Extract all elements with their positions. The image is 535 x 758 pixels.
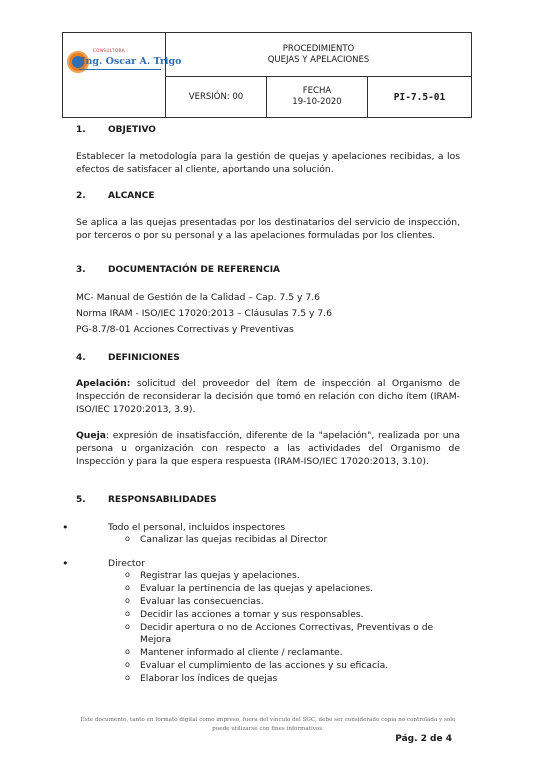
document-header — [62, 32, 472, 118]
document-code: PI-7.5-01 — [368, 77, 472, 118]
logo-small-text: CONSULTORA — [93, 48, 126, 53]
section-heading-documentacion: 3. DOCUMENTACIÓN DE REFERENCIA — [76, 265, 281, 275]
list-item: o Elaborar los índices de quejas — [125, 673, 460, 686]
list-item: • Todo el personal, incluidos inspectores o Canalizar las quejas recibidas al Director — [76, 521, 460, 547]
reference-item: Norma IRAM - ISO/IEC 17020:2013 – Cláusulas 7.5 y 7.6 — [76, 308, 332, 319]
date-cell: FECHA 19-10-2020 — [267, 77, 368, 118]
list-item: o Evaluar las consecuencias. — [125, 596, 460, 609]
page-number: Pág. 2 de 4 — [395, 734, 452, 744]
reference-item: PG-8.7/8-01 Acciones Correctivas y Preventivas — [76, 324, 294, 335]
document-body — [76, 124, 460, 686]
list-item: • Director o Registrar las quejas y apelaciones. o Evaluar la pertinencia de las quejas y apelaciones. o Evaluar las consecuencias. o Decidir las acciones a tomar y sus responsables. o Decidir apertura o no de Acciones Correctivas, Preventivas o de Mejora o Mantener informado al cliente / reclamante. o Evaluar el cumplimiento de las acciones y su eficacia. o Elaborar los índices de quejas — [76, 557, 460, 686]
version-cell: VERSIÓN: 00 — [166, 77, 267, 118]
section-heading-alcance: 2. ALCANCE — [76, 191, 155, 201]
objetivo-text: Establecer la metodología para la gestión de quejas y apelaciones recibidas, a los efectos de satisfacer al cliente, aportando una solución. — [76, 151, 460, 175]
logo-cell — [63, 33, 182, 118]
list-item: o Decidir las acciones a tomar y sus responsables. — [125, 609, 460, 622]
definition-queja: Queja: expresión de insatisfacción, diferente de la "apelación", realizada por una persona u organización con respecto a las actividades del Organismo de Inspección y para la que espera respuesta (IRAM-ISO/IEC 17020:2013, 3.10). — [76, 430, 460, 467]
list-item: o Evaluar la pertinencia de las quejas y apelaciones. — [125, 583, 460, 596]
reference-item: MC- Manual de Gestión de la Calidad – Cap. 7.5 y 7.6 — [76, 292, 320, 303]
responsibilities-list — [76, 521, 460, 686]
list-item: o Canalizar las quejas recibidas al Director — [125, 534, 460, 547]
footer-disclaimer: Este documento, tanto en formato digital como impreso, fuera del vínculo del SGC, debe ser considerado copia no controlada y solo puede utilizarse con fines informativos. — [80, 717, 456, 732]
definition-apelacion: Apelación: solicitud del proveedor del ítem de inspección al Organismo de Inspección de reconsiderar la decisión que tomó en relación con dicho ítem (IRAM-ISO/IEC 17020:2013, 3.9). — [76, 378, 460, 415]
section-heading-responsabilidades: 5. RESPONSABILIDADES — [76, 495, 217, 505]
section-heading-objetivo: 1. OBJETIVO — [76, 125, 156, 135]
reference-list — [76, 290, 460, 338]
company-logo — [63, 33, 182, 117]
alcance-text: Se aplica a las quejas presentadas por los destinatarios del servicio de inspección, por terceros o por su personal y a las apelaciones formuladas por los clientes. — [76, 217, 460, 241]
list-item: o Evaluar el cumplimiento de las acciones y su eficacia. — [125, 660, 460, 673]
logo-name: Ing. Oscar A. Trigo — [81, 56, 182, 67]
procedure-title: PROCEDIMIENTO QUEJAS Y APELACIONES — [166, 33, 472, 77]
list-item: o Mantener informado al cliente / reclamante. — [125, 647, 460, 660]
section-heading-definiciones: 4. DEFINICIONES — [76, 353, 180, 363]
list-item: o Registrar las quejas y apelaciones. — [125, 570, 460, 583]
list-item: o Decidir apertura o no de Acciones Correctivas, Preventivas o de Mejora — [125, 622, 460, 648]
